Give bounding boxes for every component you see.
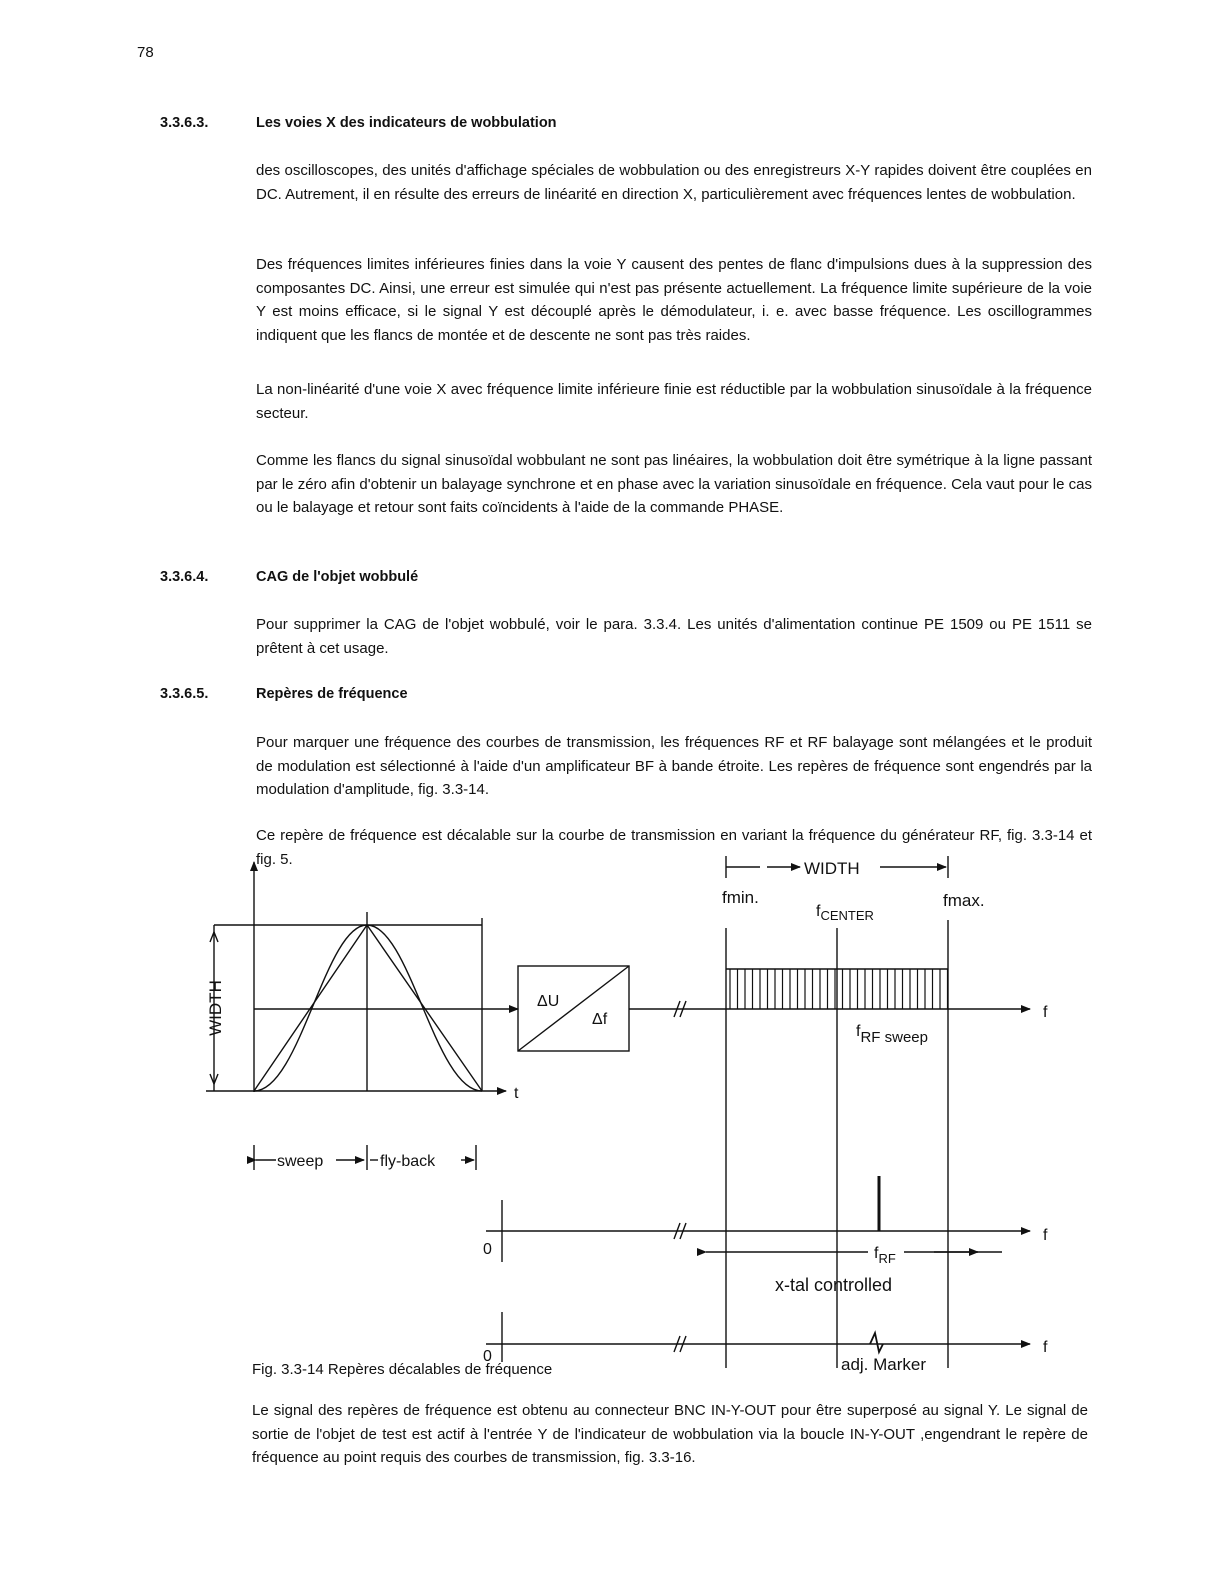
width-vertical-label: WIDTH	[206, 980, 225, 1036]
frf-sweep-label: fRF sweep	[856, 1023, 928, 1046]
zero-label: 0	[483, 1241, 492, 1258]
section-title: Repères de fréquence	[256, 686, 408, 702]
sine-wave	[254, 925, 482, 1091]
f-axis-label: f	[1043, 1004, 1048, 1021]
adj-marker-blip	[870, 1333, 883, 1352]
triangle-wave	[254, 925, 482, 1091]
paragraph: Comme les flancs du signal sinusoïdal wobbulant ne sont pas linéaires, la wobbulation doit être symétrique à la ligne passant par le zéro afin d'obtenir un balayage synchrone et en phase avec la variation sinusoïdale en fréquence. Cela vaut pour le cas ou le balayage et retour sont faits coïncidents à l'aide de la commande PHASE.	[256, 452, 1092, 516]
paragraph: Le signal des repères de fréquence est obtenu au connecteur BNC IN-Y-OUT pour être superposé au signal Y. Le signal de sortie de l'objet de test est actif à l'entrée Y de l'indicateur de wobbulation via la boucle IN-Y-OUT ,engendrant le repère de fréquence au point requis des courbes de transmission, fig. 3.3-16.	[252, 1402, 1088, 1466]
section-number: 3.3.6.3.	[160, 115, 209, 131]
page-number: 78	[137, 44, 154, 61]
fmax-label: fmax.	[943, 891, 985, 910]
delta-f-label: Δf	[592, 1011, 608, 1028]
t-axis-label: t	[514, 1085, 519, 1102]
paragraph: des oscilloscopes, des unités d'affichage spéciales de wobbulation ou des enregistreurs X-Y rapides doivent être couplées en DC. Autrement, il en résulte des erreurs de linéarité en direction X, particulièrement avec fréquences lentes de wobbulation.	[256, 162, 1092, 203]
paragraph: Ce repère de fréquence est décalable sur la courbe de transmission en variant la fréquence du générateur RF, fig. 3.3-14 et fig. 5.	[256, 827, 1092, 868]
paragraph: La non-linéarité d'une voie X avec fréquence limite inférieure finie est réductible par la wobbulation sinusoïdale à la fréquence secteur.	[256, 381, 1092, 422]
adj-marker-label: adj. Marker	[841, 1355, 927, 1374]
width-top-label: WIDTH	[804, 859, 860, 878]
section-title: CAG de l'objet wobbulé	[256, 569, 419, 585]
sweep-label: sweep	[277, 1153, 324, 1170]
flyback-label: fly-back	[380, 1153, 436, 1170]
delta-u-label: ΔU	[537, 993, 560, 1010]
fcenter-label: $f_{CENTER}$	[816, 903, 874, 923]
f-axis-label: f	[1043, 1227, 1048, 1244]
figure-caption: Fig. 3.3-14 Repères décalables de fréquence	[252, 1361, 553, 1378]
paragraph: Pour supprimer la CAG de l'objet wobbulé, voir le para. 3.3.4. Les unités d'alimentation continue PE 1509 ou PE 1511 se prêtent à cet usage.	[256, 616, 1092, 657]
fmin-label: fmin.	[722, 888, 759, 907]
zero-label: 0	[483, 1348, 492, 1365]
paragraph: Pour marquer une fréquence des courbes de transmission, les fréquences RF et RF balayage sont mélangées et le produit de modulation est sélectionné à l'aide d'un amplificateur BF à bande étroite. Les repères de fréquence sont engendrés par la modulation d'amplitude, fig. 3.3-14.	[256, 734, 1092, 798]
frf-label: $f_{RF}$	[874, 1245, 896, 1266]
paragraph: Des fréquences limites inférieures finies dans la voie Y causent des pentes de flanc d'impulsions dues à la suppression des composantes DC. Ainsi, une erreur est simulée qui n'est pas présente actuellement. La fréquence limite supérieure de la voie Y est moins efficace, si le signal Y est découplé après le démodulateur, i. e. avec basse fréquence. Les oscillogrammes indiquent que les flancs de montée et de descente ne sont pas très raides.	[256, 256, 1092, 344]
section-number: 3.3.6.4.	[160, 569, 209, 585]
section-title: Les voies X des indicateurs de wobbulation	[256, 115, 557, 131]
sweep-hatching	[730, 969, 948, 1009]
xtal-label: x-tal controlled	[775, 1275, 893, 1295]
f-axis-label: f	[1043, 1339, 1048, 1356]
section-number: 3.3.6.5.	[160, 686, 209, 702]
